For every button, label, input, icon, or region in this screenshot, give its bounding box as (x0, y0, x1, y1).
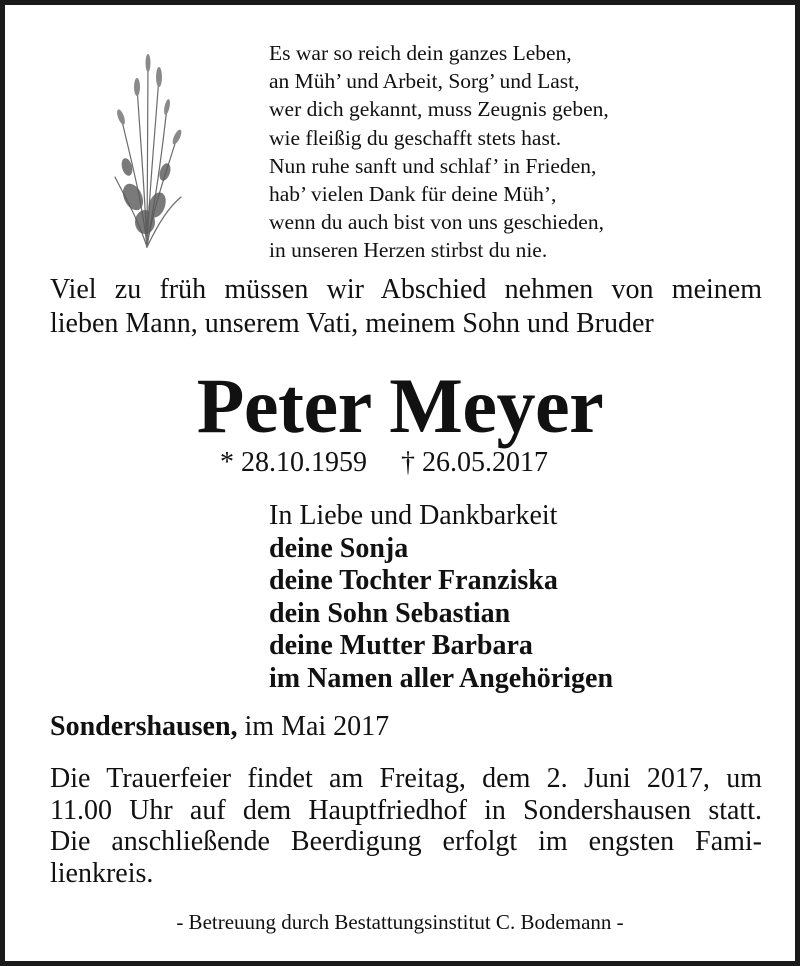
mourners-signature (269, 500, 613, 695)
poem-line: Nun ruhe sanft und schlaf’ in Frieden, (269, 153, 597, 178)
poem-line: in unseren Herzen stirbst du nie. (269, 238, 548, 263)
ceremony-line: Die anschließende Beerdigung erfolgt im engsten Fami- (50, 826, 762, 857)
place-city: Sondershausen, (50, 711, 238, 742)
grass-bouquet-icon (107, 47, 187, 252)
farewell-intro (50, 273, 762, 341)
signature-opening: In Liebe und Dankbarkeit (269, 500, 558, 531)
funeral-home-credit: - Betreuung durch Bestattungsinstitut C. Bodemann - (176, 910, 624, 934)
poem-line: hab’ vielen Dank für deine Müh’, (269, 182, 557, 207)
ceremony-line: Die Trauerfeier findet am Freitag, dem 2. Juni 2017, um (50, 763, 762, 794)
intro-line: lieben Mann, unserem Vati, meinem Sohn und Bruder (50, 308, 654, 339)
deceased-name: Peter Meyer (196, 362, 604, 449)
place-and-date (50, 710, 389, 744)
poem-line: wer dich gekannt, muss Zeugnis geben, (269, 97, 609, 122)
mourner-name: deine Sonja (269, 532, 409, 564)
mourner-name: deine Mutter Barbara (269, 630, 533, 661)
death-date: † 26.05.2017 (401, 447, 548, 478)
poem-line: wie fleißig du geschafft stets hast. (269, 125, 562, 150)
mourner-name: im Namen aller Angehörigen (269, 662, 614, 694)
poem-line: wenn du auch bist von uns geschieden, (269, 210, 604, 235)
funeral-details (50, 763, 762, 889)
poem-line: Es war so reich dein ganzes Leben, (269, 41, 572, 65)
poem-line: an Müh’ und Arbeit, Sorg’ und Last, (269, 69, 580, 94)
mourner-name: deine Tochter Franziska (269, 565, 558, 596)
memorial-poem (269, 39, 609, 265)
place-date: im Mai 2017 (237, 711, 390, 742)
birth-date: * 28.10.1959 (220, 447, 367, 478)
mourner-name: dein Sohn Sebastian (269, 597, 511, 629)
ceremony-line: lienkreis. (50, 857, 154, 889)
ceremony-line: 11.00 Uhr auf dem Hauptfriedhof in Sondershausen statt. (50, 794, 762, 826)
intro-line: Viel zu früh müssen wir Abschied nehmen von meinem (50, 274, 762, 305)
life-dates (220, 445, 548, 481)
